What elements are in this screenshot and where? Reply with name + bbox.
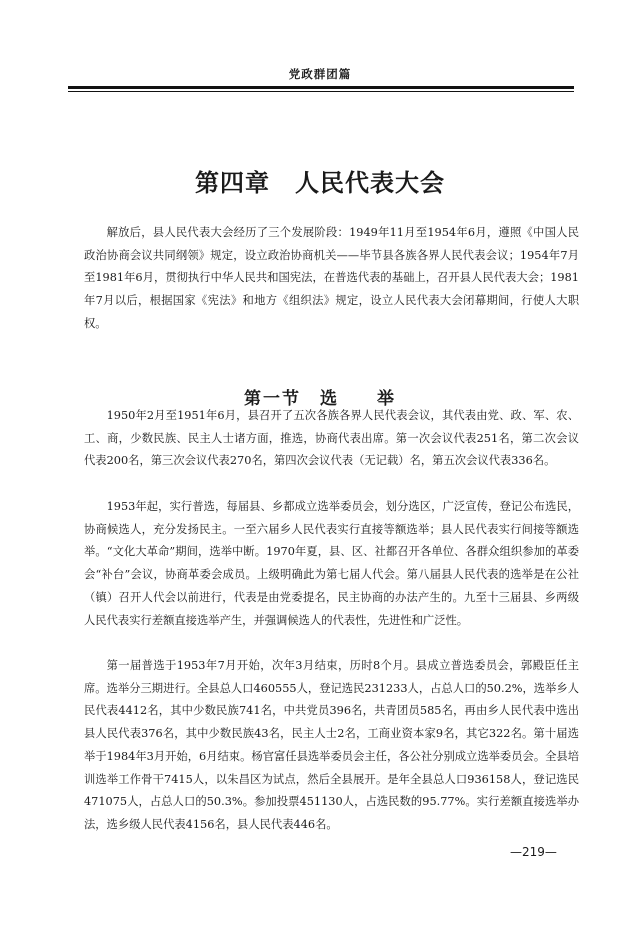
header-rule-thick [68,86,574,89]
page-number: —219— [510,845,557,859]
section-paragraph-3: 第一届普选于1953年7月开始，次年3月结束，历时8个月。县成立普选委员会，郭殿臣任主席。选举分三期进行。全县总人口460555人，登记选民231233人，占总人口的50.2%，选举乡人民代表4412名，其中少数民族741名，中共党员396名，共青团员585名，再由乡人民代表中选出县人民代表376名，其中少数民族43名，民主人士2名，工商业资本家9名，其它322名。第十届选举于1984年3月开始，6月结束。杨官富任县选举委员会主任，各公社分别成立选举委员会。全县培训选举工作骨干7415人，以朱昌区为试点，然后全县展开。是年全县总人口936158人，登记选民471075人，占总人口的50.3%。参加投票451130人，占选民数的95.77%。实行差额直接选举办法，选乡级人民代表4156名，县人民代表446名。 [84,659,580,831]
section-paragraph-2: 1953年起，实行普选，每届县、乡都成立选举委员会，划分选区，广泛宣传，登记公布选民，协商候选人，充分发扬民主。一至六届乡人民代表实行直接等额选举；县人民代表实行间接等额选举。“文化大革命”期间，选举中断。1970年夏，县、区、社都召开各单位、各群众组织参加的革委会“补台”会议，协商革委会成员。上级明确此为第七届人代会。第八届县人民代表的选举是在公社（镇）召开人代会以前进行，代表是由党委提名，民主协商的办法产生的。九至十三届县、乡两级人民代表实行差额直接选举产生，并强调候选人的代表性，先进性和广泛性。 [84,500,579,627]
chapter-title: 第四章 人民代表大会 [195,169,445,198]
chapter-intro-paragraph: 解放后，县人民代表大会经历了三个发展阶段：1949年11月至1954年6月，遵照《中国人民政治协商会议共同纲领》规定，设立政治协商机关——毕节县各族各界人民代表会议；1954年7月至1981年6月，贯彻执行中华人民共和国宪法，在普选代表的基础上，召开县人民代表大会；1981年7月以后，根据国家《宪法》和地方《组织法》规定，设立人民代表大会闭幕期间，行使人大职权。 [84,226,579,330]
section-paragraph-1: 1950年2月至1951年6月，县召开了五次各族各界人民代表会议，其代表由党、政、军、农、工、商，少数民族、民主人士诸方面，推选，协商代表出席。第一次会议代表251名，第二次会议代表200名，第三次会议代表270名，第四次会议代表（无记载）名，第五次会议代表336名。 [84,409,579,468]
header-rule-thin [68,91,574,92]
running-head-title: 党政群团篇 [288,67,352,81]
section-title: 第一节 选 举 [244,389,396,410]
